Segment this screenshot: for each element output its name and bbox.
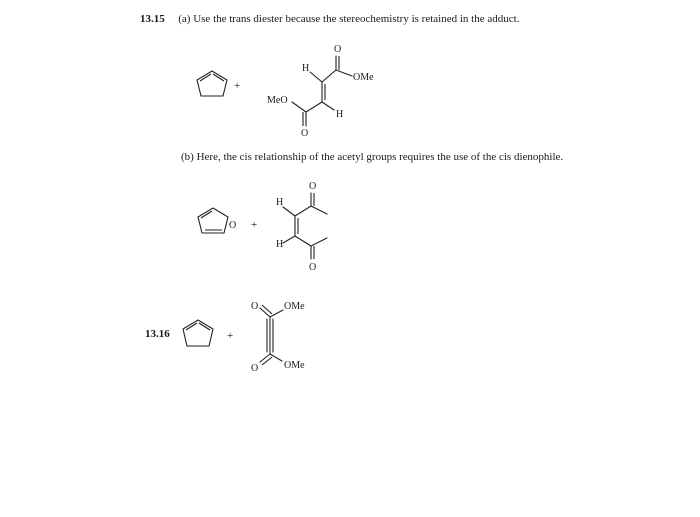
part-b-text: (b) Here, the cis relationship of the acetyl groups requires the use of the cis dienophile. xyxy=(181,151,564,163)
cis-dienophile-structure xyxy=(283,193,327,259)
atom-h-bottom: H xyxy=(276,239,284,250)
atom-o-top: O xyxy=(251,301,259,312)
plus-sign: + xyxy=(234,80,241,92)
atom-h-top: H xyxy=(302,63,310,74)
group-meo: MeO xyxy=(267,95,288,106)
atom-o-bottom: O xyxy=(309,262,317,273)
problem-number-13-15: 13.15 xyxy=(140,13,165,25)
furan-oxygen: O xyxy=(229,220,237,231)
plus-sign: + xyxy=(227,330,234,342)
atom-h-top: H xyxy=(276,197,284,208)
atom-o-bottom: O xyxy=(251,363,259,374)
plus-sign: + xyxy=(251,219,258,231)
group-ome-bottom: OMe xyxy=(284,360,305,371)
atom-o-bottom: O xyxy=(301,128,309,139)
group-ome: OMe xyxy=(353,72,374,83)
cyclopentadiene-structure xyxy=(183,320,213,346)
furan-structure xyxy=(198,208,228,233)
problem-number-13-16: 13.16 xyxy=(145,328,170,340)
group-ome-top: OMe xyxy=(284,301,305,312)
scheme-a xyxy=(197,44,374,139)
scheme-13-16 xyxy=(183,301,305,374)
scheme-b xyxy=(198,181,327,273)
part-a-text: (a) Use the trans diester because the stereochemistry is retained in the adduct. xyxy=(178,13,520,25)
cyclopentadiene-structure xyxy=(197,71,227,96)
atom-h-bottom: H xyxy=(336,109,344,120)
atom-o-top: O xyxy=(334,44,342,55)
dimethyl-acetylenedicarboxylate-structure xyxy=(260,305,283,365)
atom-o-top: O xyxy=(309,181,317,192)
